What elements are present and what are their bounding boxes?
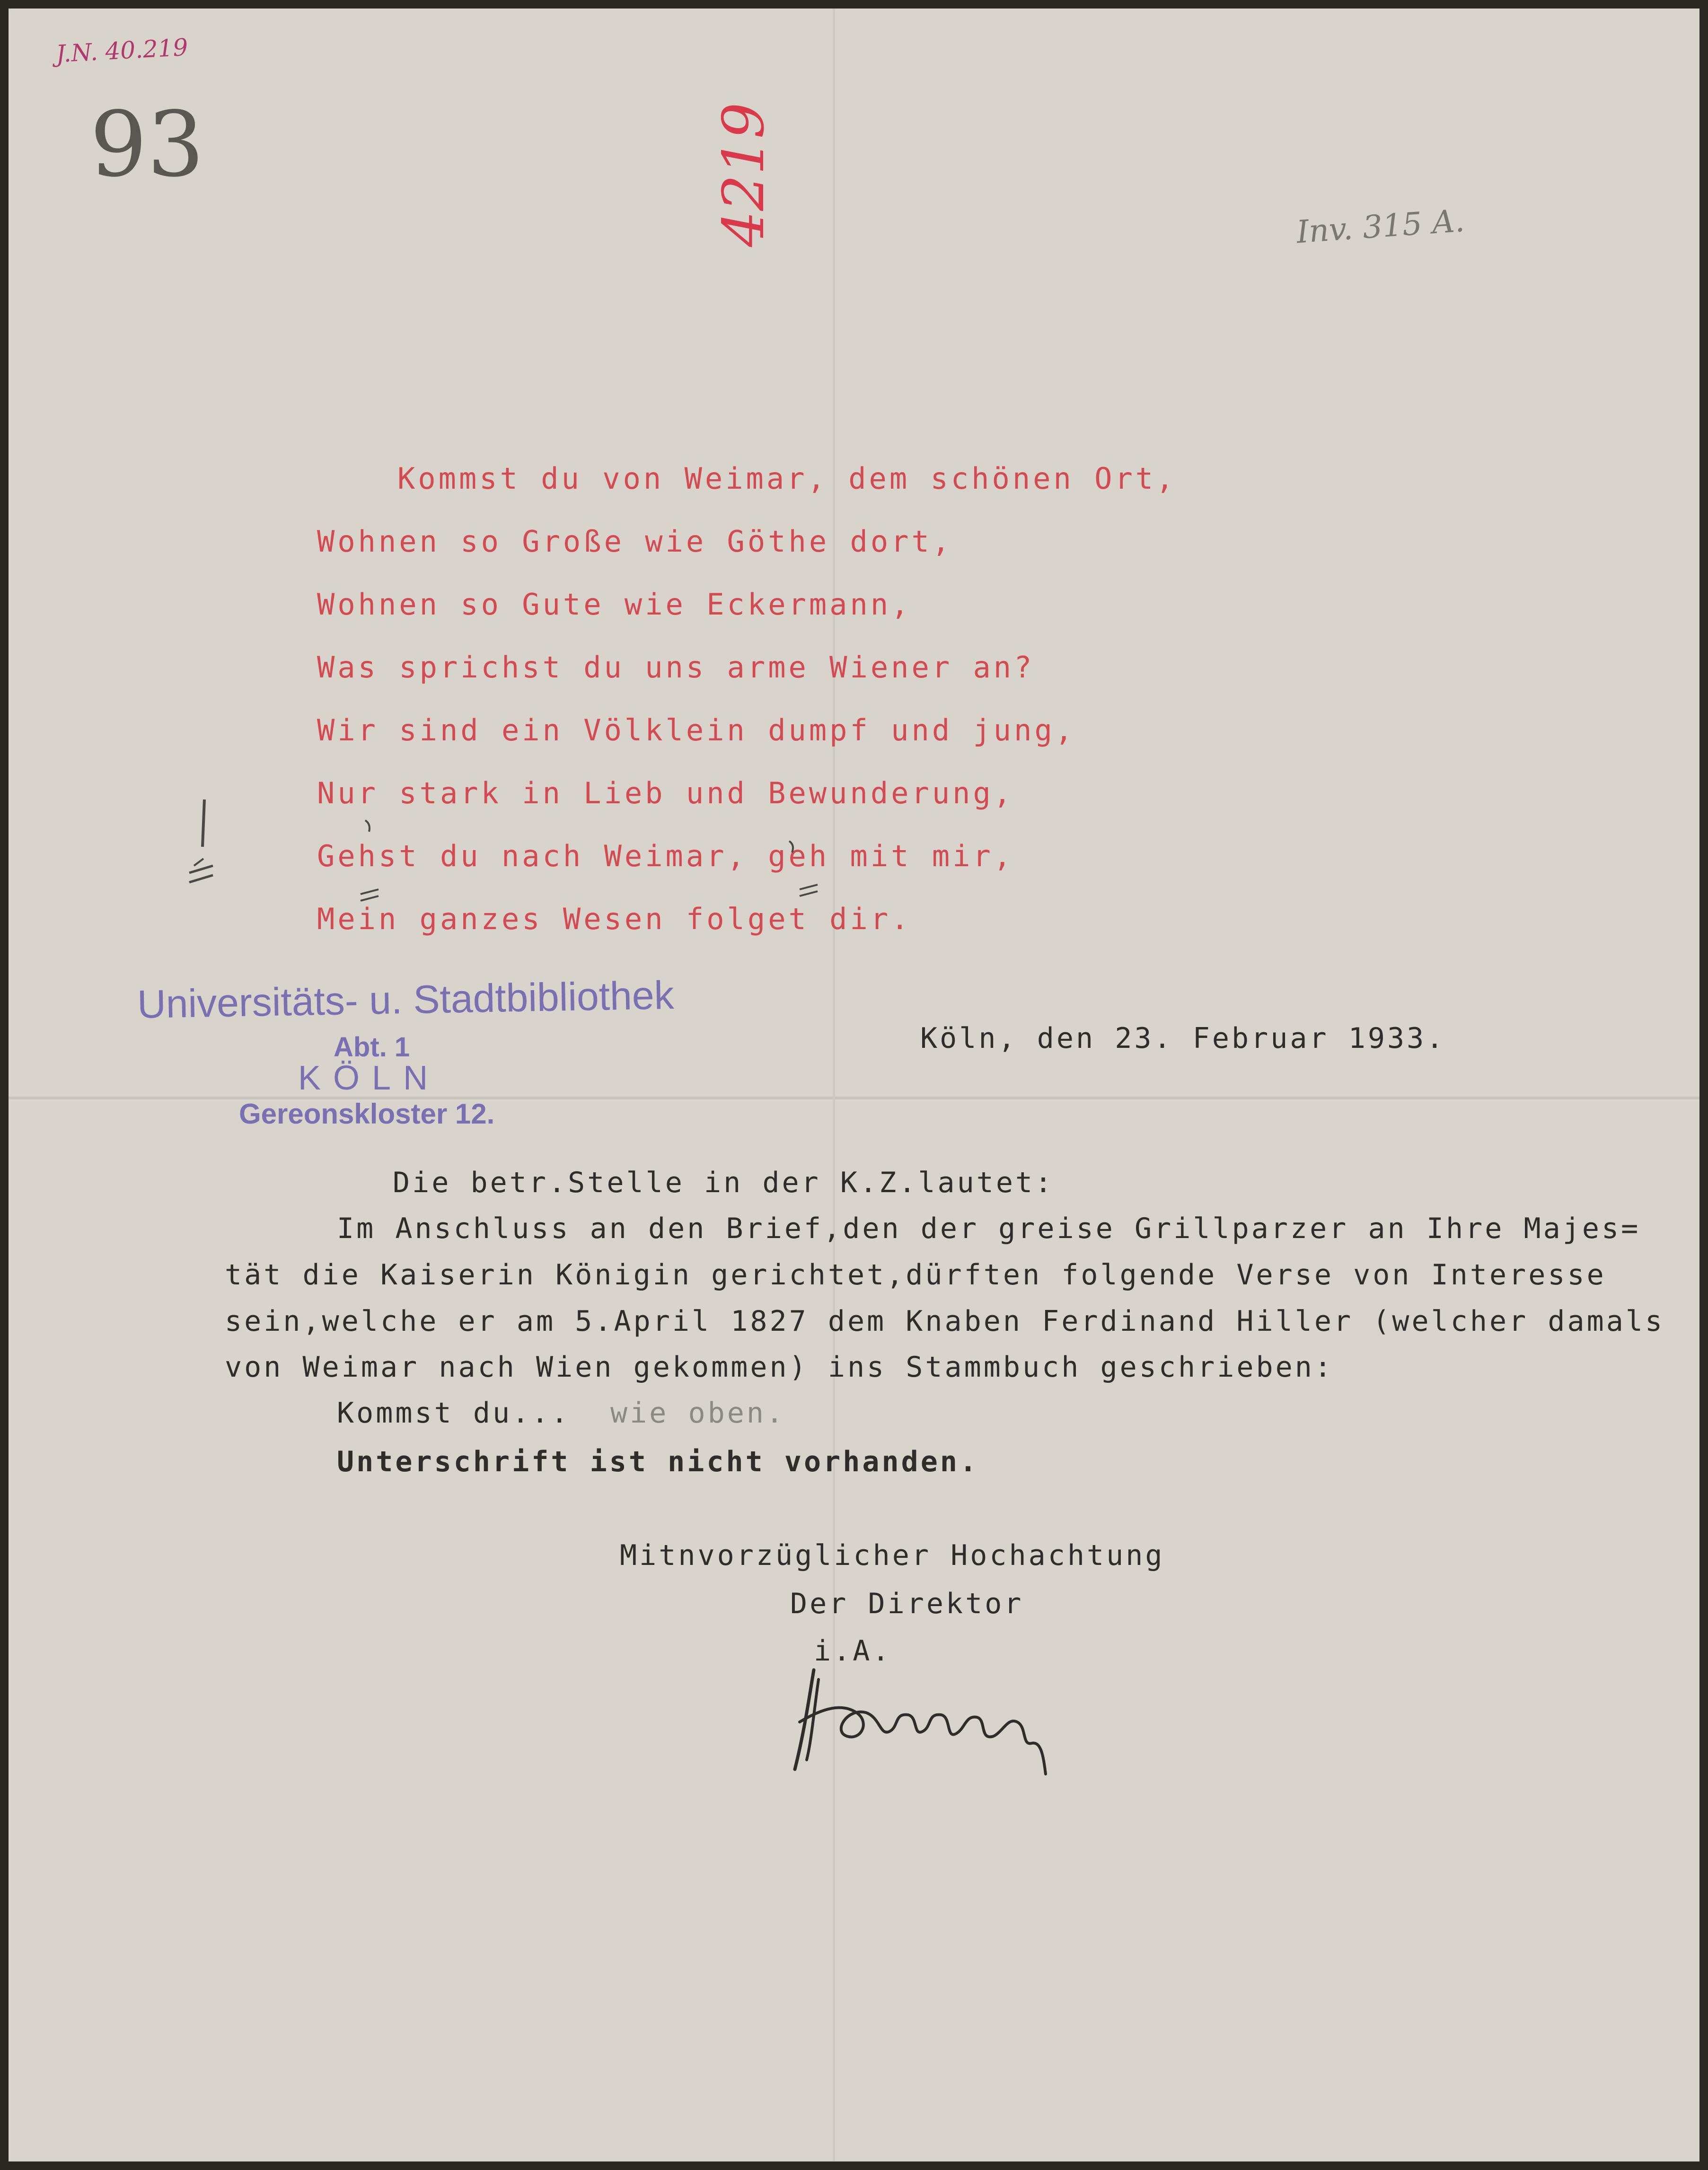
body-line-6a: Kommst du... [337,1397,571,1430]
closing-title: Der Direktor [790,1587,1024,1620]
closing-greeting: Mitnvorzüglicher Hochachtung [620,1539,1165,1572]
poem-line-5: Wir sind ein Völklein dumpf und jung, [317,713,1076,747]
correction-marks [360,818,880,904]
archive-ref-number: J.N. 40.219 [55,33,189,68]
scan-border-left [0,0,9,2170]
scan-border-bottom [0,2161,1708,2170]
body-line-7: Unterschrift ist nicht vorhanden. [337,1445,979,1478]
poem-line-7: Gehst du nach Weimar, geh mit mir, [317,839,1014,873]
scan-border-right [1699,0,1708,2170]
closing-ia: i.A. [814,1634,892,1668]
poem-line-2: Wohnen so Große wie Göthe dort, [317,524,953,559]
inventory-note: Inv. 315 A. [1295,202,1466,251]
body-line-4: sein,welche er am 5.April 1827 dem Knaben Ferdinand Hiller (welcher damals [225,1305,1665,1338]
stamp-line-2: Abt. 1 [334,1032,410,1063]
poem-line-4: Was sprichst du uns arme Wiener an? [317,650,1035,685]
pencil-margin-marks [175,795,232,908]
poem-line-3: Wohnen so Gute wie Eckermann, [317,587,912,622]
red-number: 4219 [711,102,777,247]
signature [785,1660,1050,1783]
poem-line-1: Kommst du von Weimar, dem schönen Ort, [397,461,1177,496]
date-line: Köln, den 23. Februar 1933. [920,1022,1446,1055]
body-line-2: Im Anschluss an den Brief,den der greise Grillparzer an Ihre Majes= [337,1212,1641,1245]
folio-number: 93 [90,92,204,197]
body-line-1: Die betr.Stelle in der K.Z.lautet: [393,1166,1055,1199]
stamp-line-1: Universitäts- u. Stadtbibliothek [137,973,675,1027]
paper-fold-vertical [833,9,835,2161]
poem-line-8: Mein ganzes Wesen folget dir. [317,902,912,936]
body-line-3: tät die Kaiserin Königin gerichtet,dürften folgende Verse von Interesse [225,1258,1606,1291]
poem-line-6: Nur stark in Lieb und Bewunderung, [317,776,1014,810]
stamp-line-4: Gereonskloster 12. [239,1098,495,1130]
body-line-5: von Weimar nach Wien gekommen) ins Stammbuch geschrieben: [225,1351,1334,1384]
stamp-line-3: KÖLN [298,1059,440,1097]
scan-border-top [0,0,1708,9]
body-line-6b: wie oben. [610,1397,786,1430]
